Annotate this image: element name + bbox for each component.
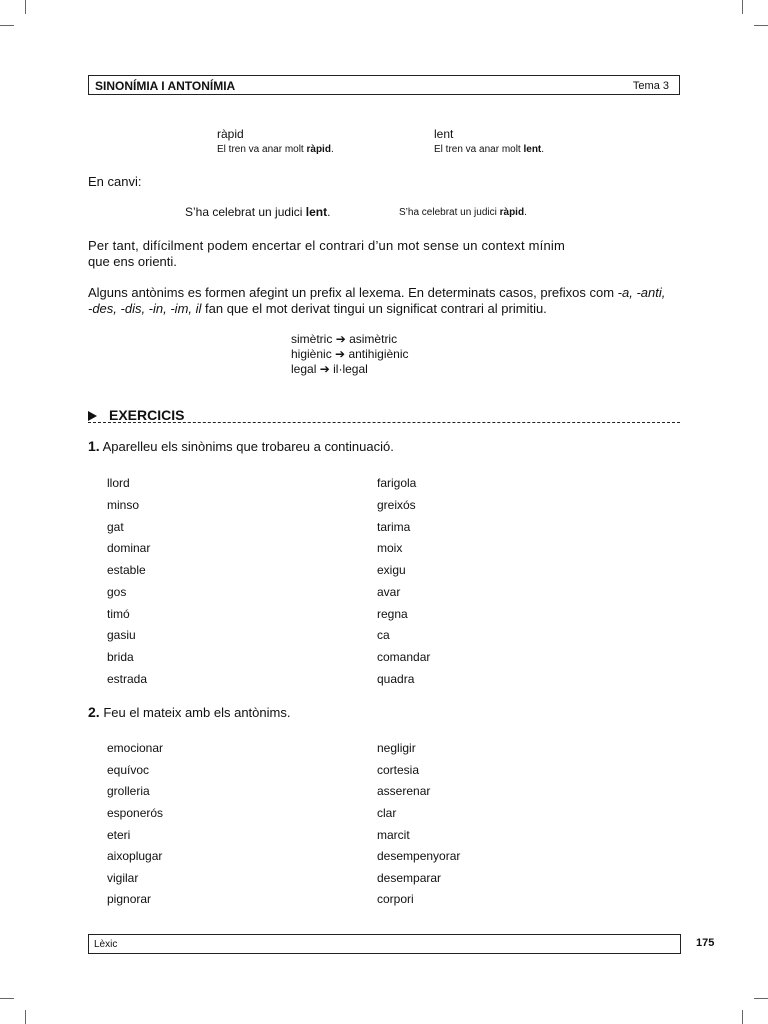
- q2-left-word: esponerós: [107, 806, 164, 820]
- exercises-heading: [88, 407, 184, 423]
- triangle-bullet-icon: [88, 411, 97, 421]
- q2-right-word: desemparar: [377, 871, 442, 885]
- q2-left-word: vigilar: [107, 871, 139, 885]
- prefix-example-row: [291, 332, 409, 347]
- question-1: [88, 438, 394, 454]
- arrow-right-icon: ➔: [335, 332, 346, 346]
- q2-left-word: equívoc: [107, 763, 150, 777]
- q1-right-word: comandar: [377, 650, 431, 664]
- q2-right-word: cortesia: [377, 763, 420, 777]
- base-word: simètric: [291, 332, 333, 346]
- paragraph-text: fan que el mot derivat tingui un significat contrari al primitiu.: [201, 301, 547, 316]
- q1-right-word: farigola: [377, 476, 417, 490]
- sentence-text: El tren va anar molt: [434, 144, 524, 155]
- example-sentence-right: [434, 144, 544, 155]
- q2-right-word: negligir: [377, 741, 416, 755]
- crop-mark: [754, 25, 768, 26]
- example2-right: [399, 207, 527, 218]
- en-canvi-label: En canvi:: [88, 174, 142, 189]
- example2-left: [185, 205, 330, 219]
- base-word: legal: [291, 362, 317, 376]
- q1-left-word: minso: [107, 498, 140, 512]
- derived-word: il·legal: [333, 362, 368, 376]
- header-title: SINONÍMIA I ANTONÍMIA: [95, 79, 236, 93]
- question-text: Aparelleu els sinònims que trobareu a continuació.: [102, 439, 394, 454]
- paragraph-text: Alguns antònims es formen afegint un prefix al lexema. En determinats casos, prefixos com: [88, 285, 618, 300]
- crop-mark: [0, 25, 14, 26]
- derived-word: asimètric: [349, 332, 398, 346]
- crop-mark: [742, 1010, 743, 1024]
- example-word-right: lent: [434, 127, 454, 141]
- sentence-text: S’ha celebrat un judici: [185, 205, 306, 219]
- footer-label: Lèxic: [94, 939, 118, 950]
- q2-left-word: eteri: [107, 828, 131, 842]
- prefix-list: -des, -dis, -in, -im, il: [88, 301, 202, 316]
- q1-right-word: avar: [377, 585, 401, 599]
- q1-left-word: estrada: [107, 672, 148, 686]
- q1-left-word: timó: [107, 607, 130, 621]
- header-tema: Tema 3: [632, 80, 669, 92]
- q1-right-word: exigu: [377, 563, 406, 577]
- sentence-text: S’ha celebrat un judici: [399, 207, 500, 218]
- q1-left-word: brida: [107, 650, 134, 664]
- page-number: 175: [696, 937, 715, 949]
- derived-word: antihigiènic: [348, 347, 409, 361]
- arrow-right-icon: ➔: [335, 347, 346, 361]
- q1-left-word: llord: [107, 476, 130, 490]
- page-footer: [88, 934, 681, 954]
- sentence-period: .: [327, 205, 331, 219]
- q1-left-word: gat: [107, 520, 124, 534]
- paragraph-prefixes: [88, 285, 688, 317]
- paragraph-line: Per tant, difícilment podem encertar el contrari d’un mot sense un context mínim: [88, 238, 565, 253]
- sentence-keyword: lent: [305, 205, 328, 219]
- question-number: 2.: [88, 704, 100, 720]
- q2-right-word: corpori: [377, 892, 414, 906]
- sentence-period: .: [524, 207, 527, 218]
- q2-right-word: asserenar: [377, 784, 431, 798]
- prefix-example-row: [291, 362, 409, 377]
- arrow-right-icon: ➔: [319, 362, 330, 376]
- paragraph-line: [88, 285, 688, 301]
- crop-mark: [25, 1010, 26, 1024]
- sentence-keyword: ràpid: [306, 144, 331, 155]
- q1-right-word: greixós: [377, 498, 416, 512]
- sentence-period: .: [330, 144, 334, 155]
- q1-right-word: tarima: [377, 520, 411, 534]
- prefix-example-row: [291, 347, 409, 362]
- q1-left-word: gos: [107, 585, 127, 599]
- crop-mark: [742, 0, 743, 14]
- paragraph-context: [88, 238, 688, 270]
- q1-right-word: quadra: [377, 672, 415, 686]
- question-number: 1.: [88, 438, 100, 454]
- q2-left-word: aixoplugar: [107, 849, 163, 863]
- q2-left-word: emocionar: [107, 741, 164, 755]
- q1-left-word: estable: [107, 563, 146, 577]
- sentence-keyword: ràpid: [499, 207, 525, 218]
- base-word: higiènic: [291, 347, 332, 361]
- q1-left-word: dominar: [107, 541, 151, 555]
- question-text: Feu el mateix amb els antònims.: [103, 705, 291, 720]
- q2-right-word: marcit: [377, 828, 410, 842]
- q1-right-word: moix: [377, 541, 403, 555]
- q2-right-word: clar: [377, 806, 397, 820]
- prefix-list: -a, -anti,: [617, 285, 666, 300]
- page-header: [88, 75, 680, 95]
- q1-right-word: ca: [377, 628, 390, 642]
- q1-left-word: gasiu: [107, 628, 136, 642]
- sentence-keyword: lent: [523, 144, 542, 155]
- prefix-examples: [291, 332, 409, 377]
- sentence-period: .: [541, 144, 545, 155]
- crop-mark: [25, 0, 26, 14]
- exercises-title: EXERCICIS: [109, 407, 185, 423]
- sentence-text: El tren va anar molt: [217, 144, 307, 155]
- example-word-left: ràpid: [217, 127, 244, 141]
- paragraph-line: [88, 301, 688, 317]
- example-sentence-left: [217, 144, 334, 155]
- q2-left-word: grolleria: [107, 784, 150, 798]
- q2-left-word: pignorar: [107, 892, 152, 906]
- dashed-divider: [88, 422, 680, 423]
- question-2: [88, 704, 290, 720]
- paragraph-line: que ens orienti.: [88, 254, 177, 269]
- crop-mark: [754, 998, 768, 999]
- q2-right-word: desempenyorar: [377, 849, 461, 863]
- crop-mark: [0, 998, 14, 999]
- q1-right-word: regna: [377, 607, 408, 621]
